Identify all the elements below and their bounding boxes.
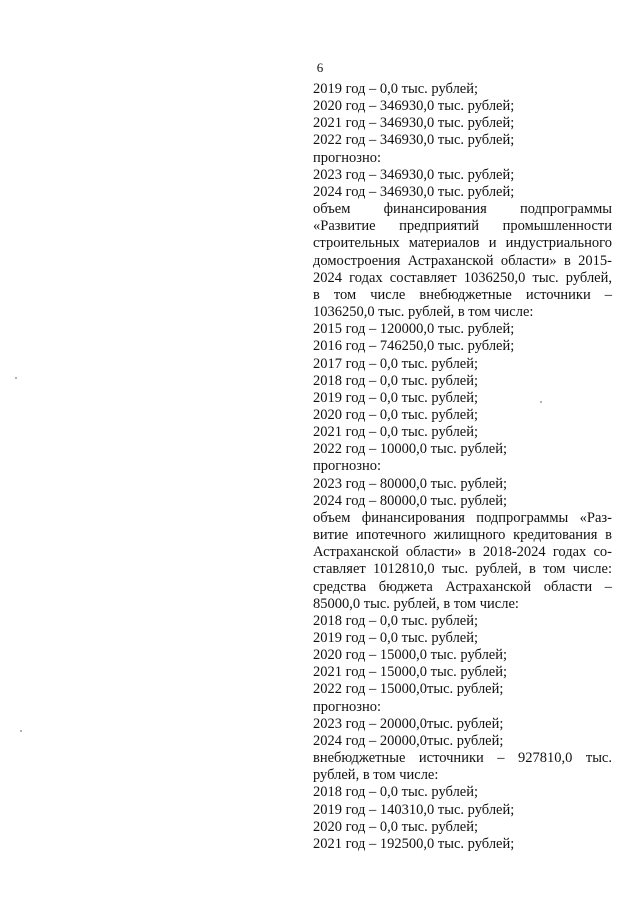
text-line: рублей, в том числе: <box>313 767 439 784</box>
text-line: 2016 год – 746250,0 тыс. рублей; <box>313 338 515 355</box>
text-line: 2015 год – 120000,0 тыс. рублей; <box>313 321 515 338</box>
text-line: строительных материалов и индустриального <box>313 235 612 252</box>
text-line: 2019 год – 0,0 тыс. рублей; <box>313 81 479 97</box>
text-line: 2019 год – 140310,0 тыс. рублей; <box>313 801 515 818</box>
text-line: 2017 год – 0,0 тыс. рублей; <box>313 355 479 372</box>
text-line: 2023 год – 80000,0 тыс. рублей; <box>313 475 508 492</box>
scan-speck <box>540 401 542 403</box>
text-line: 2018 год – 0,0 тыс. рублей; <box>313 784 479 801</box>
text-line: 2021 год – 15000,0 тыс. рублей; <box>313 664 508 681</box>
text-line: средства бюджета Астраханской области – <box>313 578 612 595</box>
text-line: 2020 год – 346930,0 тыс. рублей; <box>313 98 515 115</box>
text-line: 1036250,0 тыс. рублей, в том числе: <box>313 304 534 321</box>
text-line: прогнозно: <box>313 149 381 166</box>
text-line: 2019 год – 0,0 тыс. рублей; <box>313 630 479 646</box>
text-line: 2023 год – 346930,0 тыс. рублей; <box>313 166 515 183</box>
text-line: 2021 год – 0,0 тыс. рублей; <box>313 424 479 441</box>
text-line: 2022 год – 10000,0 тыс. рублей; <box>313 441 508 458</box>
text-line: прогнозно: <box>313 698 381 715</box>
text-line: «Развитие предприятий промышленности <box>313 218 612 235</box>
text-line: ставляет 1012810,0 тыс. рублей, в том числе: <box>313 561 612 578</box>
text-column <box>313 81 612 853</box>
text-line: 2021 год – 192500,0 тыс. рублей; <box>313 835 515 852</box>
text-line: 2024 год – 80000,0 тыс. рублей; <box>313 492 508 509</box>
text-line: 85000,0 тыс. рублей, в том числе: <box>313 595 519 612</box>
text-line: 2021 год – 346930,0 тыс. рублей; <box>313 115 515 132</box>
text-line: 2018 год – 0,0 тыс. рублей; <box>313 612 479 629</box>
text-line: 2024 годах составляет 1036250,0 тыс. рублей, <box>313 269 612 286</box>
text-line: домостроения Астраханской области» в 2015- <box>313 252 612 269</box>
text-line: 2020 год – 0,0 тыс. рублей; <box>313 406 479 423</box>
text-line: 2023 год – 20000,0тыс. рублей; <box>313 715 504 732</box>
text-line: в том числе внебюджетные источники – <box>313 286 612 303</box>
text-line: 2019 год – 0,0 тыс. рублей; <box>313 389 479 406</box>
text-line: 2024 год – 20000,0тыс. рублей; <box>313 732 504 749</box>
page-number: 6 <box>316 60 324 75</box>
text-line: 2020 год – 15000,0 тыс. рублей; <box>313 647 508 664</box>
text-line: 2022 год – 346930,0 тыс. рублей; <box>313 132 515 149</box>
text-line: прогнозно: <box>313 458 381 475</box>
text-line: 2018 год – 0,0 тыс. рублей; <box>313 372 479 389</box>
text-line: объем финансирования подпрограммы «Раз- <box>313 509 612 526</box>
text-line: внебюджетные источники – 927810,0 тыс. <box>313 750 612 767</box>
scan-speck <box>15 377 17 379</box>
text-line: витие ипотечного жилищного кредитования в <box>313 527 612 544</box>
scan-speck <box>20 730 22 732</box>
text-line: 2022 год – 15000,0тыс. рублей; <box>313 681 504 698</box>
text-line: объем финансирования подпрограммы <box>313 201 612 218</box>
text-line: Астраханской области» в 2018-2024 годах со- <box>313 544 612 561</box>
text-line: 2020 год – 0,0 тыс. рублей; <box>313 818 479 835</box>
text-line: 2024 год – 346930,0 тыс. рублей; <box>313 183 515 200</box>
